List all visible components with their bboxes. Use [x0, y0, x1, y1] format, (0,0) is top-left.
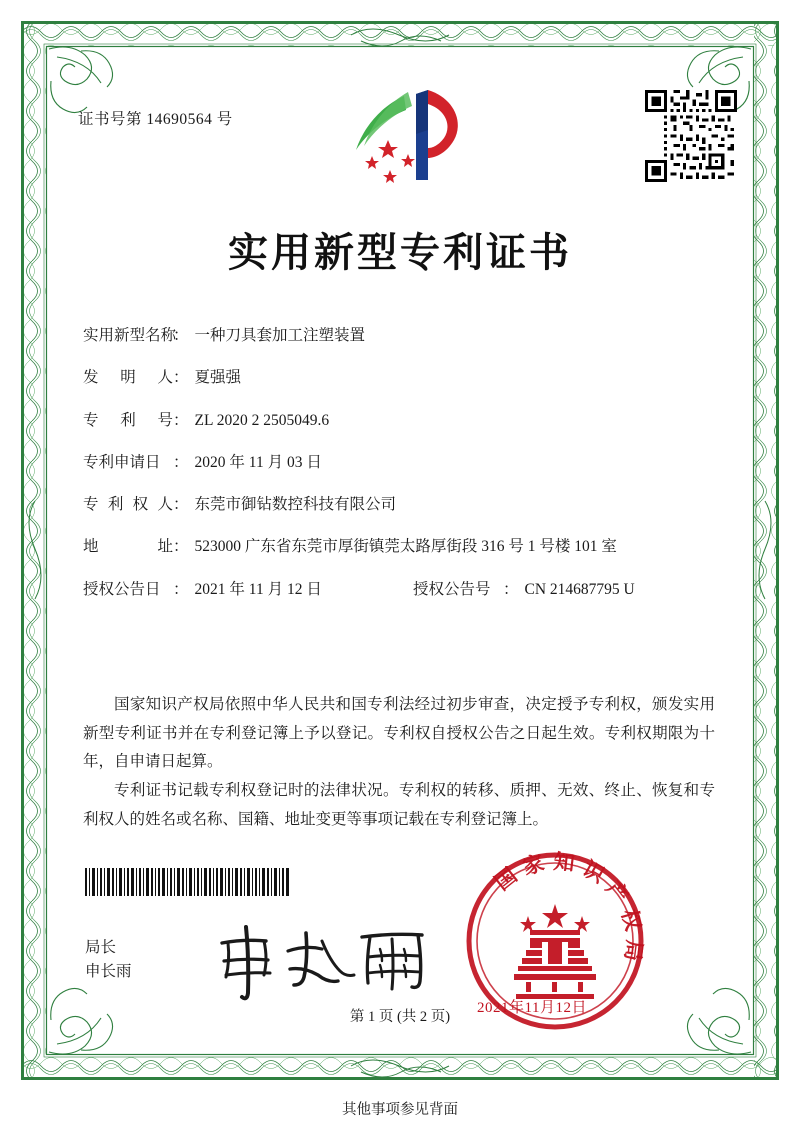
field-value: ZL 2020 2 2505049.6: [194, 411, 330, 429]
grant-date-group: [83, 578, 413, 601]
page-number: 第 1 页 (共 2 页): [349, 1009, 451, 1025]
field-label: 地址: [83, 538, 173, 556]
footer-note: 其他事项参见背面: [342, 1102, 458, 1118]
legal-text: [83, 691, 715, 834]
field-value: 2020 年 11 月 03 日: [194, 453, 322, 471]
field-colon: ：: [173, 327, 189, 344]
field-colon: ：: [173, 369, 189, 387]
paragraph-1: 国家知识产权局依照中华人民共和国专利法经过初步审查，决定授予专利权，颁发实用新型专利证书并在专利登记簿上予以登记。专利权自授权公告之日起生效。专利权期限为十年，自申请日起算。: [83, 696, 715, 771]
field-value: 523000 广东省东莞市厚街镇莞太路厚街段 316 号 1 号楼 101 室: [194, 538, 617, 556]
field-list: [83, 324, 723, 611]
field-colon: ：: [503, 580, 519, 598]
qr-code: [645, 90, 737, 182]
handwritten-signature: [210, 921, 450, 1001]
field-row-application-date: [83, 451, 723, 474]
field-value: 东莞市御钻数控科技有限公司: [194, 496, 397, 513]
field-value: 2021 年 11 月 12 日: [194, 580, 322, 598]
paragraph-2: 专利证书记载专利权登记时的法律状况。专利权的转移、质押、无效、终止、恢复和专利权人的姓名或名称、国籍、地址变更等事项记载在专利登记簿上。: [83, 782, 715, 828]
field-label: 专利权人: [83, 496, 173, 513]
signature-block: [85, 936, 132, 984]
field-colon: ：: [173, 496, 189, 513]
field-label: 发明人: [83, 369, 173, 387]
field-row-address: [83, 535, 723, 558]
field-label: 授权公告号: [413, 580, 491, 598]
field-label: 专利申请日: [83, 453, 161, 471]
certificate-number: 证书号第 14690564 号: [78, 111, 233, 128]
field-colon: ：: [173, 411, 189, 429]
field-label: 实用新型名称: [83, 327, 177, 344]
page-title: 实用新型专利证书: [228, 229, 572, 276]
field-row-grant-announcement: [83, 578, 723, 601]
cnipa-logo-icon: [342, 84, 467, 194]
seal-date: 2021年11月12日: [477, 1000, 587, 1016]
grant-number-group: [413, 578, 635, 601]
field-value: CN 214687795 U: [524, 580, 635, 598]
director-name-label: 申长雨: [85, 963, 132, 981]
field-row-patent-number: [83, 409, 723, 432]
barcode: [85, 868, 290, 896]
field-colon: ：: [173, 580, 189, 598]
svg-text:国 家 知 识 产 权 局: 国 家 知 识 产 权 局: [489, 848, 648, 963]
field-row-patentee: [83, 493, 723, 516]
field-value: 夏强强: [194, 369, 242, 387]
field-label: 授权公告日: [83, 580, 161, 598]
field-row-inventor: [83, 366, 723, 389]
field-colon: ：: [173, 538, 189, 556]
field-row-utility-model-name: [83, 324, 723, 347]
field-value: 一种刀具套加工注塑装置: [194, 327, 366, 344]
field-label: 专利号: [83, 411, 173, 429]
director-role-label: 局长: [85, 939, 117, 956]
field-colon: ：: [173, 453, 189, 471]
certificate-content: [45, 46, 755, 1056]
